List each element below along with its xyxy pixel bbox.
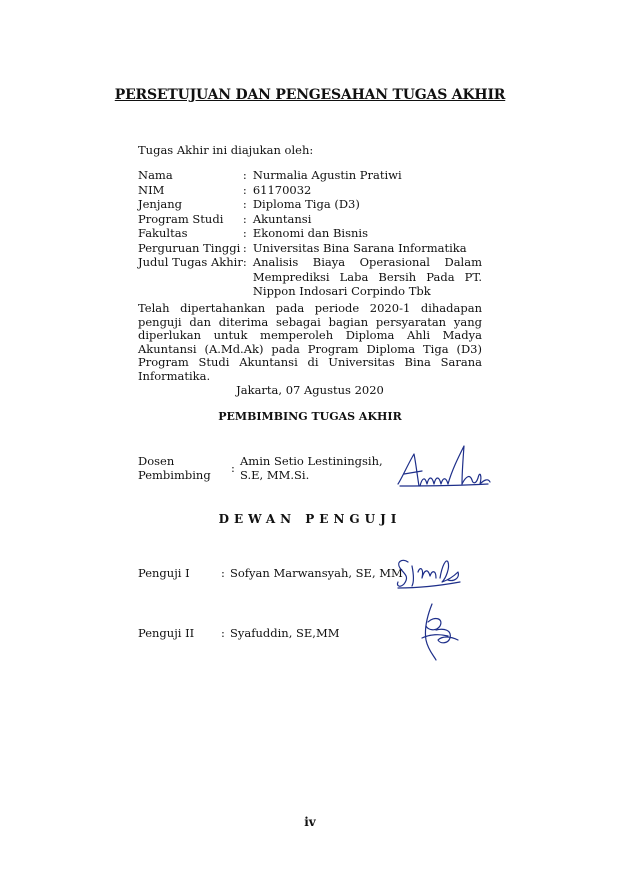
info-label: Program Studi [138,211,224,226]
info-value: Analisis Biaya Operasional Dalam Memprediksi Laba Bersih Pada PT. Nippon Indosari Corpindo Tbk [252,255,482,298]
info-colon: : [242,255,247,269]
info-label: Jenjang [138,197,183,211]
examiner-2-colon: : [221,626,225,640]
info-colon: : [242,226,247,240]
examiner-1-label: Penguji I [138,566,190,580]
info-row-faculty [138,226,482,241]
info-colon: : [242,211,247,226]
info-value: 61170032 [252,182,312,197]
info-value: Akuntansi [252,211,312,226]
info-label: Perguruan Tinggi [138,240,241,255]
info-colon: : [242,168,247,182]
supervisor-name: Amin Setio Lestiningsih, S.E, MM.Si. [240,454,383,482]
info-label: Nama [138,168,173,182]
info-label: Fakultas [138,226,188,240]
info-colon: : [242,197,247,211]
info-label: NIM [138,182,165,197]
examiner-1-name: Sofyan Marwansyah, SE, MM [230,566,403,580]
examiner-2-name: Syafuddin, SE,MM [230,626,340,640]
info-row-program [138,212,482,227]
supervisor-signature [392,440,492,495]
info-row-thesis-title [138,255,482,299]
supervisor-label: Dosen Pembimbing [138,454,211,482]
info-value: Universitas Bina Sarana Informatika [252,240,467,255]
approval-statement: Telah dipertahankan pada periode 2020-1 dihadapan penguji dan diterima sebagai bagian persyaratan yang diperlukan untuk memperoleh Diploma Ahli Madya Akuntansi (A.Md.Ak) pada Program Diploma Tiga (D3) Program Studi Akuntansi di Universitas Bina Sarana Informatika. [138,301,482,383]
info-value: Nurmalia Agustin Pratiwi [252,168,402,182]
info-row-level [138,197,482,212]
info-colon: : [242,182,247,197]
supervisor-heading: PEMBIMBING TUGAS AKHIR [218,410,402,423]
examiner-2-label: Penguji II [138,626,195,640]
info-label: Judul Tugas Akhir [138,255,243,269]
page-number: iv [304,815,316,829]
page-title: PERSETUJUAN DAN PENGESAHAN TUGAS AKHIR [114,87,506,103]
examiner-1-colon: : [221,566,225,580]
intro-text: Tugas Akhir ini diajukan oleh: [138,143,314,157]
place-date: Jakarta, 07 Agustus 2020 [236,383,384,397]
info-row-university [138,241,482,256]
examiner-1-signature [392,552,464,592]
examiner-2-signature [414,600,464,662]
info-value: Diploma Tiga (D3) [252,197,360,211]
info-colon: : [242,240,247,255]
info-row-name [138,168,482,183]
student-info-table [138,168,482,299]
info-row-nim [138,183,482,198]
supervisor-colon: : [231,461,235,475]
info-value: Ekonomi dan Bisnis [252,226,368,240]
examiners-heading: DEWAN PENGUJI [218,512,402,526]
